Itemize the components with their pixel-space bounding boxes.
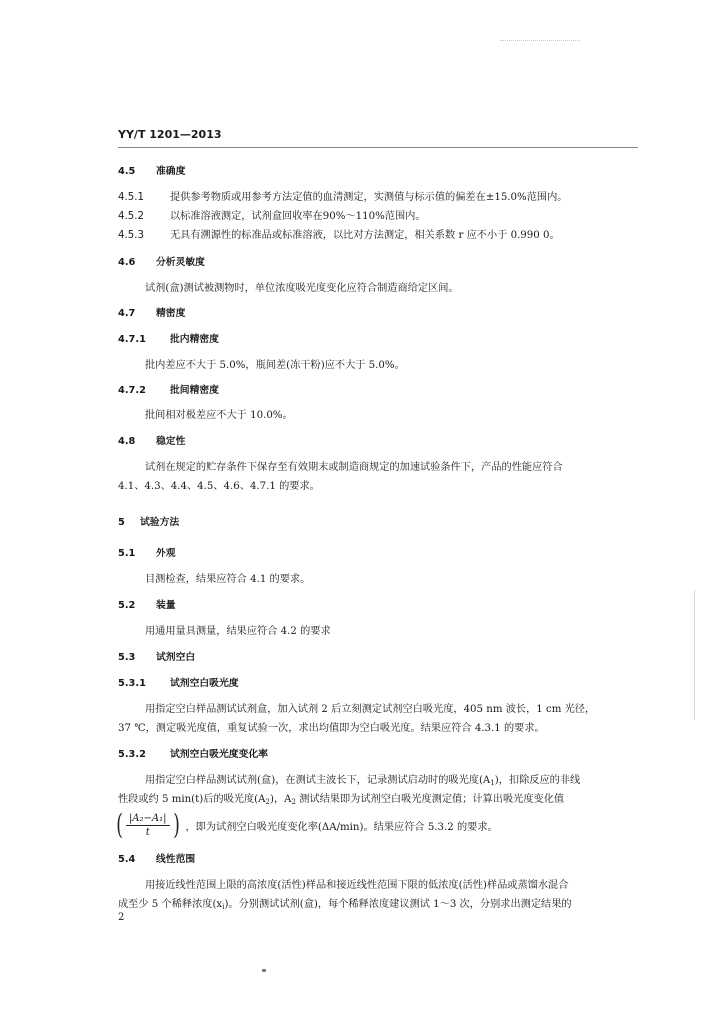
section-number: 5 [118, 517, 125, 528]
clause-text: 提供参考物质或用参考方法定值的血清测定，实测值与标示值的偏差在±15.0%范围内。 [170, 192, 568, 203]
heading-5 [118, 516, 179, 530]
subscript: 2 [291, 798, 296, 806]
section-title: 试剂空白 [156, 652, 196, 663]
left-paren: ( [116, 808, 123, 841]
heading-5-3-1 [118, 677, 239, 691]
heading-4-7 [118, 307, 185, 321]
rate-formula [114, 808, 498, 842]
clause-text: 无具有溯源性的标准品或标准溶液，以比对方法测定，相关系数 r 应不小于 0.990 0。 [170, 230, 560, 241]
heading-5-1 [118, 547, 176, 561]
text-run: )。分别测试试剂(盒)，每个稀释浓度建议测试 1～3 次，分别求出测定结果的 [224, 899, 572, 910]
section-title: 试验方法 [140, 517, 180, 528]
paragraph-4-7-1: 批内差应不大于 5.0%，瓶间差(冻干粉)应不大于 5.0%。 [145, 360, 405, 371]
heading-5-3-2 [118, 748, 268, 762]
paragraph-4-7-2: 批间相对极差应不大于 10.0%。 [145, 410, 293, 421]
section-number: 4.7.1 [118, 334, 146, 345]
text-run: 性段或约 5 min(t)后的吸光度(A [118, 794, 266, 805]
paragraph-5-3-2-line-1 [145, 774, 580, 790]
heading-5-3 [118, 651, 195, 665]
subscript: 1 [490, 779, 495, 787]
section-number: 4.7 [118, 308, 136, 319]
section-number: 4.8 [118, 436, 136, 447]
clause-text: 以标准溶液测定，试剂盒回收率在90%～110%范围内。 [170, 211, 426, 222]
section-number: 5.2 [118, 600, 136, 611]
section-number: 5.3.1 [118, 678, 146, 689]
section-title: 装量 [156, 600, 176, 611]
heading-4-5 [118, 165, 185, 179]
section-title: 试剂空白吸光度变化率 [170, 749, 268, 760]
paragraph-5-4-line-1: 用接近线性范围上限的高浓度(活性)样品和接近线性范围下限的低浓度(活性)样品或蒸馏水混合 [145, 880, 569, 891]
fraction [126, 813, 170, 838]
heading-5-2 [118, 599, 176, 613]
page-number: 2 [118, 912, 125, 923]
paragraph-4-8-line-2: 4.1、4.3、4.4、4.5、4.6、4.7.1 的要求。 [118, 481, 320, 492]
section-title: 批间精密度 [170, 385, 219, 396]
paragraph-5-3-1-line-2: 37 ℃，测定吸光度值，重复试验一次，求出均值即为空白吸光度。结果应符合 4.3.1 的要求。 [118, 723, 545, 734]
document-code: YY/T 1201—2013 [118, 128, 222, 141]
heading-4-7-2 [118, 384, 219, 398]
clause-number: 4.5.2 [118, 211, 144, 222]
section-title: 精密度 [156, 308, 186, 319]
section-number: 4.6 [118, 257, 136, 268]
clause-4-5-3 [118, 229, 560, 243]
text-run: )，A [269, 794, 292, 805]
paragraph-5-2: 用通用量具测量，结果应符合 4.2 的要求 [145, 626, 331, 637]
section-number: 5.1 [118, 548, 136, 559]
formula-trailing-text: ，即为试剂空白吸光度变化率(ΔA/min)。结果应符合 5.3.2 的要求。 [185, 821, 498, 833]
section-number: 5.3.2 [118, 749, 146, 760]
section-number: 4.7.2 [118, 385, 146, 396]
clause-4-5-1 [118, 191, 567, 205]
heading-4-8 [118, 435, 185, 449]
heading-4-6 [118, 256, 205, 270]
paragraph-5-4-line-2 [118, 898, 572, 914]
paragraph-5-3-1-line-1: 用指定空白样品测试试剂盒，加入试剂 2 后立刻测定试剂空白吸光度，405 nm 波长，1 cm 光径， [145, 704, 596, 715]
paragraph-4-6: 试剂(盒)测试被测物时，单位浓度吸光度变化应符合制造商给定区间。 [145, 283, 459, 294]
text-run: 用指定空白样品测试试剂(盒)，在测试主波长下，记录测试启动时的吸光度(A [145, 775, 491, 786]
section-title: 准确度 [156, 166, 186, 177]
section-number: 5.3 [118, 652, 136, 663]
paragraph-4-8-line-1: 试剂在规定的贮存条件下保存至有效期末或制造商规定的加速试验条件下，产品的性能应符合 [145, 462, 563, 473]
clause-number: 4.5.3 [118, 230, 144, 241]
paragraph-5-3-2-line-2 [118, 793, 564, 809]
subscript: i [222, 903, 225, 911]
fraction-numerator: |A₂−A₁| [126, 813, 170, 826]
text-run: 测试结果即为试剂空白吸光度测定值；计算出吸光度变化值 [295, 794, 565, 805]
fraction-denominator: t [145, 826, 150, 838]
right-paren: ) [172, 808, 180, 841]
header-rule [118, 147, 638, 148]
section-title: 分析灵敏度 [156, 257, 205, 268]
section-title: 线性范围 [156, 854, 196, 865]
section-number: 5.4 [118, 854, 136, 865]
scan-artifact [500, 40, 580, 42]
clause-number: 4.5.1 [118, 192, 144, 203]
text-run: 成至少 5 个稀释浓度(x [118, 899, 223, 910]
heading-4-7-1 [118, 333, 219, 347]
section-title: 批内精密度 [170, 334, 219, 345]
clause-4-5-2 [118, 210, 426, 224]
scan-speck [262, 969, 266, 972]
section-title: 外观 [156, 548, 176, 559]
paragraph-5-1: 目测检查，结果应符合 4.1 的要求。 [145, 574, 311, 585]
scan-edge-mark [694, 590, 695, 720]
text-run: )，扣除反应的非线 [494, 775, 581, 786]
subscript: 2 [265, 798, 270, 806]
section-number: 4.5 [118, 166, 136, 177]
heading-5-4 [118, 853, 195, 867]
section-title: 稳定性 [156, 436, 186, 447]
section-title: 试剂空白吸光度 [170, 678, 239, 689]
